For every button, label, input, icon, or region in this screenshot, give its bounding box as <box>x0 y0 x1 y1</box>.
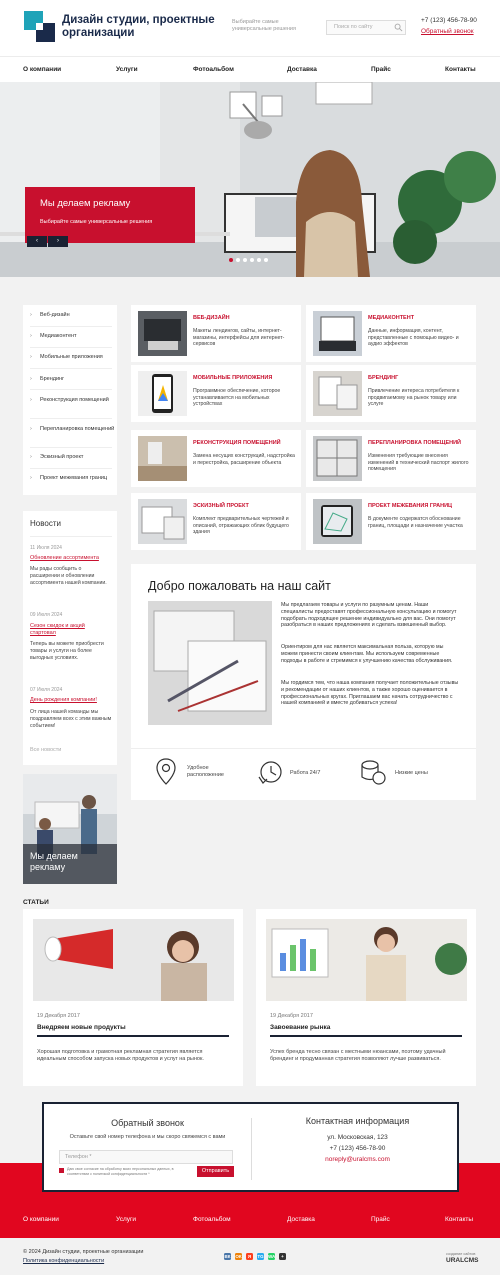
articles-heading: СТАТЬИ <box>23 899 49 906</box>
consent-label: Даю свое согласие на обработку моих персональных данных, в соответствии с политикой конфиденциальности * <box>67 1167 174 1176</box>
sidebar-item-replanning[interactable]: › Перепланировка помещений <box>30 426 115 432</box>
chevron-right-icon: › <box>30 475 32 481</box>
hero-image <box>0 82 500 277</box>
service-title[interactable]: ВЕБ-ДИЗАЙН <box>193 315 230 321</box>
chevron-right-icon: › <box>30 426 32 432</box>
contact-address: ул. Московская, 123 <box>327 1134 388 1141</box>
sidebar-item-land-survey[interactable]: › Проект межевания границ <box>30 475 108 481</box>
nav-item-price[interactable]: Прайс <box>371 66 391 73</box>
welcome-paragraph: Мы предлагаем товары и услуги по разумным ценам. Наши специалисты предоставят профессиональную консультацию и помогут подобрать подходящее решение индивидуально для вас. Они помогут разобраться в наших предложениях и сделать взвешенный выбор. <box>281 602 457 629</box>
footer-nav-price[interactable]: Прайс <box>371 1216 390 1223</box>
service-image <box>313 311 362 356</box>
service-card-mobile-apps[interactable] <box>131 365 301 422</box>
service-image <box>138 499 187 544</box>
feature-24-7: Работа 24/7 <box>290 770 321 776</box>
cms-logo[interactable]: URALCMS <box>446 1257 479 1264</box>
news-link[interactable]: Сезон скидок и акций стартовал <box>30 623 85 636</box>
chevron-right-icon: › <box>30 312 32 318</box>
consent-checkbox[interactable] <box>59 1168 64 1173</box>
news-date: 09 Июля 2024 <box>30 612 63 618</box>
phone-field[interactable]: Телефон * <box>59 1150 233 1164</box>
hero-dot[interactable] <box>257 258 261 262</box>
banner-text: Мы делаем рекламу <box>30 851 78 872</box>
yandex-icon[interactable]: Я <box>247 1254 252 1259</box>
news-text: Мы рады сообщить о расширении и обновлении ассортимента нашей компании. <box>30 566 107 586</box>
footer-nav <box>0 1192 500 1238</box>
site-tagline: Выбирайте самые универсальные решения <box>232 19 296 32</box>
sidebar-menu <box>23 305 117 495</box>
footer-nav-delivery[interactable]: Доставка <box>287 1216 315 1223</box>
footer-nav-about[interactable]: О компании <box>23 1216 59 1223</box>
made-by-label: создание сайтов <box>446 1252 476 1256</box>
sidebar-item-media[interactable]: › Медиаконтент <box>30 333 77 339</box>
services-grid <box>131 305 476 540</box>
hero-dot[interactable] <box>250 258 254 262</box>
service-image <box>138 311 187 356</box>
sidebar-item-mobile-apps[interactable]: › Мобильные приложения <box>30 354 103 360</box>
news-link[interactable]: День рождения компании! <box>30 697 97 703</box>
service-title[interactable]: РЕКОНСТРУКЦИЯ ПОМЕЩЕНИЙ <box>193 440 281 446</box>
contact-email[interactable]: noreply@uralcms.com <box>325 1156 390 1163</box>
service-card-media[interactable] <box>306 305 476 362</box>
site-header <box>0 0 500 56</box>
sidebar-banner[interactable] <box>23 774 117 884</box>
service-title[interactable]: МОБИЛЬНЫЕ ПРИЛОЖЕНИЯ <box>193 375 273 381</box>
footer-nav-gallery[interactable]: Фотоальбом <box>193 1216 231 1223</box>
welcome-section <box>131 564 476 800</box>
article-date: 19 Декабря 2017 <box>37 1013 80 1019</box>
contacts-title: Контактная информация <box>305 1116 410 1126</box>
chevron-right-icon: › <box>30 333 32 339</box>
news-date: 07 Июля 2024 <box>30 687 63 693</box>
sidebar-item-branding[interactable]: › Брендинг <box>30 376 65 382</box>
header-phone[interactable]: +7 (123) 456-78-90 <box>421 17 477 24</box>
service-card-replanning[interactable] <box>306 430 476 487</box>
footer-nav-services[interactable]: Услуги <box>116 1216 136 1223</box>
service-image <box>138 371 187 416</box>
welcome-image <box>148 601 272 725</box>
hero-dot[interactable] <box>243 258 247 262</box>
welcome-title: Добро пожаловать на наш сайт <box>148 579 331 593</box>
hero-prev-button[interactable]: ‹ <box>27 236 47 247</box>
service-title[interactable]: БРЕНДИНГ <box>368 375 399 381</box>
service-description: В документе содержатся обоснование границ, площади и назначение участка <box>368 516 463 529</box>
service-card-reconstruction[interactable] <box>131 430 301 487</box>
location-pin-icon <box>153 757 179 787</box>
article-text: Успех бренда тесно связан с местными нюансами, поэтому удачный брендинг и продуманная стратегия позволяют лучше развиваться. <box>270 1049 446 1062</box>
service-image <box>138 436 187 481</box>
article-card[interactable] <box>256 909 476 1086</box>
feature-low-prices: Низкие цены <box>395 770 428 776</box>
more-share-icon[interactable]: + <box>279 1253 286 1260</box>
article-text: Хорошая подготовка и грамотная рекламная стратегия является идеальным способом запуска новых продуктов и услуг на рынок. <box>37 1049 204 1062</box>
news-text: От лица нашей команды мы поздравляем всех с этим важным событием! <box>30 709 112 729</box>
logo-icon[interactable] <box>24 11 55 42</box>
service-title[interactable]: ПРОЕКТ МЕЖЕВАНИЯ ГРАНИЦ <box>368 503 453 509</box>
chevron-right-icon: › <box>30 376 32 382</box>
hero-title: Мы делаем рекламу <box>40 198 131 209</box>
hero-dot[interactable] <box>229 258 233 262</box>
all-news-link[interactable]: Все новости <box>30 747 62 753</box>
article-title[interactable]: Внедряем новые продукты <box>37 1024 126 1031</box>
hero-subtitle: Выбирайте самые универсальные решения <box>40 219 153 225</box>
service-card-land-survey[interactable] <box>306 493 476 550</box>
chevron-right-icon: › <box>30 354 32 360</box>
service-description: Данные, информация, контент, представленные с помощью видео- и аудио эффектов <box>368 328 459 348</box>
hero-dot[interactable] <box>264 258 268 262</box>
service-description: Привлечение интереса потребителя к продвигаемому на рынок товару или услуге <box>368 388 460 408</box>
nav-item-contacts[interactable]: Контакты <box>445 66 476 73</box>
service-card-sketch[interactable] <box>131 493 301 550</box>
service-description: Макеты лендингов, сайты, интернет-магазины, интерфейсы для интернет-сервисов <box>193 328 285 348</box>
service-description: Комплект предварительных чертежей и описаний, отражающих облик будущего здания <box>193 516 289 536</box>
article-title[interactable]: Завоевание рынка <box>270 1024 331 1031</box>
telegram-icon[interactable]: TG <box>257 1254 264 1259</box>
nav-item-about[interactable]: О компании <box>23 66 62 73</box>
chevron-right-icon: › <box>30 397 32 403</box>
send-button[interactable]: Отправить <box>197 1166 234 1177</box>
whatsapp-icon[interactable]: WA <box>268 1254 276 1259</box>
service-card-branding[interactable] <box>306 365 476 422</box>
hero-next-button[interactable]: › <box>48 236 68 247</box>
copyright: © 2024 Дизайн студии, проектные организации <box>23 1249 144 1255</box>
news-link[interactable]: Обновление ассортимента <box>30 555 99 561</box>
nav-item-delivery[interactable]: Доставка <box>287 66 317 73</box>
callback-link[interactable]: Обратный звонок <box>421 28 474 35</box>
sidebar-item-web-design[interactable]: › Веб-дизайн <box>30 312 70 318</box>
service-card-web-design[interactable] <box>131 305 301 362</box>
coins-icon <box>360 757 386 787</box>
article-date: 19 Декабря 2017 <box>270 1013 313 1019</box>
news-widget <box>23 511 117 765</box>
news-text: Теперь вы можете приобрести товары и услуги на более выгодных условиях. <box>30 641 104 661</box>
search-icon[interactable] <box>394 23 403 32</box>
service-title[interactable]: МЕДИАКОНТЕНТ <box>368 315 415 321</box>
main-nav <box>0 56 500 82</box>
news-title: Новости <box>30 519 61 528</box>
service-image <box>313 499 362 544</box>
welcome-paragraph: Ориентиром для нас является максимальная польза, которую мы можем принести своим клиентам. Мы используем современные подходы в работе и стремимся к улучшению качества обслуживания. <box>281 644 453 664</box>
service-description: Программное обеспечение, которое устанавливается на мобильных устройствах <box>193 388 281 408</box>
service-image <box>313 436 362 481</box>
nav-item-services[interactable]: Услуги <box>116 66 138 73</box>
service-title[interactable]: ЭСКИЗНЫЙ ПРОЕКТ <box>193 503 249 509</box>
hero-dot[interactable] <box>236 258 240 262</box>
callback-subtitle: Оставьте свой номер телефона и мы скоро свяжемся с вами <box>69 1134 226 1140</box>
service-image <box>313 371 362 416</box>
callback-title: Обратный звонок <box>111 1118 184 1128</box>
nav-item-gallery[interactable]: Фотоальбом <box>193 66 234 73</box>
article-card[interactable] <box>23 909 243 1086</box>
service-description: Замена несущих конструкций, надстройка и перестройка, расширение объекта <box>193 453 295 466</box>
contact-panel <box>42 1102 459 1192</box>
article-image <box>266 919 467 1001</box>
vk-icon[interactable]: ВК <box>224 1254 231 1259</box>
site-title[interactable]: Дизайн студии, проектные организации <box>62 14 215 39</box>
feature-location: Удобное расположение <box>187 765 224 778</box>
hero-caption <box>25 187 195 243</box>
service-title[interactable]: ПЕРЕПЛАНИРОВКА ПОМЕЩЕНИЙ <box>368 440 462 446</box>
sidebar-item-sketch[interactable]: › Эскизный проект <box>30 454 84 460</box>
clock-24-icon <box>257 757 283 787</box>
news-date: 11 Июля 2024 <box>30 545 62 551</box>
chevron-right-icon: › <box>30 454 32 460</box>
footer-nav-contacts[interactable]: Контакты <box>445 1216 474 1223</box>
service-description: Изменения требующие внесения изменений в технический паспорт жилого помещения <box>368 453 469 473</box>
hero-slider[interactable] <box>0 82 500 277</box>
welcome-paragraph: Мы гордимся тем, что наша компания получает положительные отзывы и рекомендации от наших клиентов, а также хорошо оценивается в профессиональных кругах. Приглашаем вас начать сотрудничество с нашей компанией и вместе добиваться успеха! <box>281 680 459 707</box>
privacy-link[interactable]: Политика конфиденциальности <box>23 1258 105 1264</box>
ok-icon[interactable]: ОК <box>235 1254 242 1259</box>
contact-phone[interactable]: +7 (123) 456-78-90 <box>329 1145 386 1152</box>
sidebar-item-reconstruction[interactable]: › Реконструкция помещений <box>30 397 109 403</box>
article-image <box>33 919 234 1001</box>
search-input[interactable]: Поиск по сайту <box>326 20 406 35</box>
